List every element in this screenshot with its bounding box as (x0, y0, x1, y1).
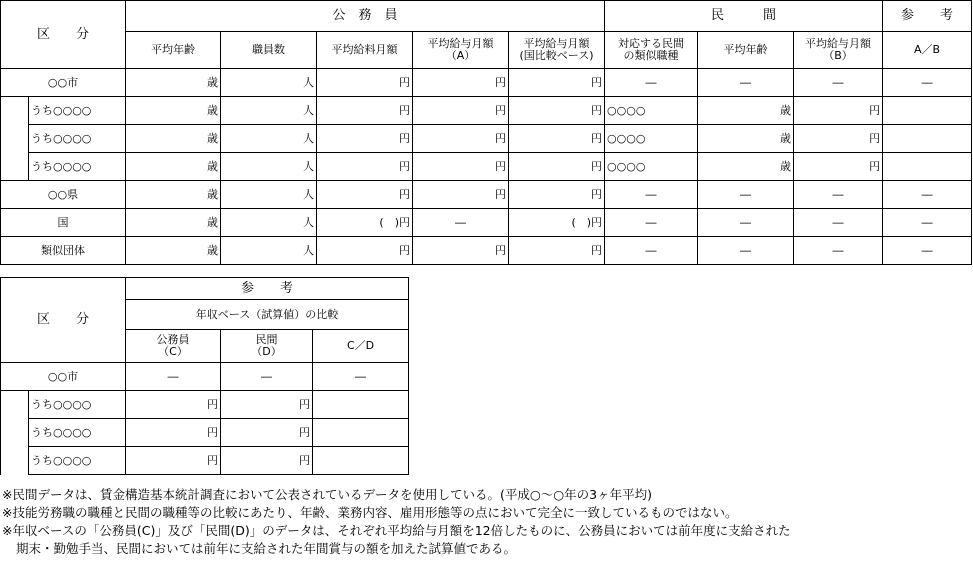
t1-col-header: 対応する民間 の類似職種 (605, 32, 698, 69)
header-private-sector: 民 間 (605, 1, 883, 32)
table-row (1, 181, 972, 209)
table-row (1, 447, 409, 475)
table-cell: 円 (794, 153, 883, 181)
row-label: ○○市 (1, 363, 126, 391)
table-cell: ― (883, 209, 972, 237)
table-row (1, 125, 972, 153)
table-cell: 人 (221, 237, 317, 265)
table-cell (883, 97, 972, 125)
table-cell: 円 (413, 97, 509, 125)
t1-col-header: 平均給与月額 （A） (413, 32, 509, 69)
t2-header-kubun: 区 分 (1, 278, 126, 363)
table-cell: 円 (413, 69, 509, 97)
header-reference: 参 考 (883, 1, 972, 32)
table-cell: 円 (317, 237, 413, 265)
table-row (1, 237, 972, 265)
table-cell: ○○○○ (605, 125, 698, 153)
table-cell (313, 419, 409, 447)
table-cell: ― (126, 363, 221, 391)
table-row (1, 69, 972, 97)
table-cell: 歳 (698, 97, 794, 125)
table-cell (883, 153, 972, 181)
t1-col-header: 平均年齢 (126, 32, 221, 69)
table-cell: ( )円 (317, 209, 413, 237)
table-cell: 歳 (126, 237, 221, 265)
table-cell: ― (883, 237, 972, 265)
table-cell: 歳 (126, 97, 221, 125)
row-label: 類似団体 (1, 237, 126, 265)
table-row (1, 419, 409, 447)
table-cell: 円 (126, 447, 221, 475)
table-row (1, 363, 409, 391)
row-label: うち○○○○ (29, 125, 126, 153)
table-cell: 円 (509, 125, 605, 153)
table-cell: ― (605, 181, 698, 209)
row-label: 国 (1, 209, 126, 237)
footnote: ※民間データは、賃金構造基本統計調査において公表されているデータを使用している。(平成○～○年の3ヶ年平均) (2, 487, 652, 502)
table-cell: 歳 (698, 153, 794, 181)
table-cell: 人 (221, 209, 317, 237)
footnotes (2, 486, 970, 558)
row-label: うち○○○○ (29, 391, 126, 419)
table-cell: ― (698, 237, 794, 265)
table-row (1, 153, 972, 181)
row-label: うち○○○○ (29, 419, 126, 447)
table-cell: 円 (126, 419, 221, 447)
table-cell: 円 (413, 181, 509, 209)
table-cell: ― (698, 69, 794, 97)
table-cell: ― (698, 181, 794, 209)
footnote: ※技能労務職の職種と民間の職種等の比較にあたり、年齢、業務内容、雇用形態等の点において完全に一致しているものではない。 (2, 505, 738, 520)
table-cell: ○○○○ (605, 97, 698, 125)
indent-spacer (1, 97, 29, 181)
table-cell: 人 (221, 181, 317, 209)
t1-col-header: 平均給料月額 (317, 32, 413, 69)
footnote: ※年収ベースの「公務員(C)」及び「民間(D)」のデータは、それぞれ平均給与月額を12倍したものに、公務員においては前年度に支給された (2, 523, 791, 538)
table-cell: ― (605, 209, 698, 237)
table-cell: 円 (509, 237, 605, 265)
row-label: うち○○○○ (29, 447, 126, 475)
table-cell: 人 (221, 125, 317, 153)
t1-col-header: 平均給与月額 （B） (794, 32, 883, 69)
table-cell: 円 (509, 69, 605, 97)
table-cell: 円 (794, 125, 883, 153)
table-cell: 円 (509, 181, 605, 209)
table-cell (313, 391, 409, 419)
table-cell: ― (221, 363, 313, 391)
row-label: ○○市 (1, 69, 126, 97)
table-cell: 円 (317, 69, 413, 97)
table-cell: 円 (509, 153, 605, 181)
t2-col-header: 民間 （D） (221, 330, 313, 363)
row-label: ○○県 (1, 181, 126, 209)
table-cell: 歳 (126, 153, 221, 181)
table-cell: ― (794, 69, 883, 97)
table-cell: 円 (221, 419, 313, 447)
table-row (1, 97, 972, 125)
table-cell: 円 (221, 391, 313, 419)
table-cell: ― (883, 69, 972, 97)
header-public-servants: 公 務 員 (126, 1, 605, 32)
row-label: うち○○○○ (29, 153, 126, 181)
table-cell: ― (605, 69, 698, 97)
indent-spacer (1, 391, 29, 475)
table-row (1, 391, 409, 419)
table-cell: 円 (413, 125, 509, 153)
table-cell: 円 (317, 153, 413, 181)
table-cell: 円 (413, 153, 509, 181)
table-cell: ― (794, 209, 883, 237)
table-cell: ― (605, 237, 698, 265)
table-cell: 人 (221, 69, 317, 97)
t2-header-reference: 参 考 (126, 278, 409, 300)
header-kubun: 区 分 (1, 1, 126, 69)
table-cell: ― (794, 181, 883, 209)
table-cell: ― (883, 181, 972, 209)
row-label: うち○○○○ (29, 97, 126, 125)
t2-col-header: C／D (313, 330, 409, 363)
annual-income-comparison-table (0, 277, 409, 475)
table-cell: 円 (317, 97, 413, 125)
table-cell: 歳 (698, 125, 794, 153)
table-cell: ○○○○ (605, 153, 698, 181)
table-cell: 歳 (126, 69, 221, 97)
table-cell (313, 447, 409, 475)
table-cell: 歳 (126, 125, 221, 153)
table-row (1, 209, 972, 237)
table-cell: 円 (317, 125, 413, 153)
t1-col-header: 職員数 (221, 32, 317, 69)
table-cell: 円 (317, 181, 413, 209)
table-cell: 歳 (126, 181, 221, 209)
table-cell: 円 (509, 97, 605, 125)
table-cell: 円 (794, 97, 883, 125)
t1-col-header: A／B (883, 32, 972, 69)
table-cell: 円 (221, 447, 313, 475)
table-cell (883, 125, 972, 153)
table-cell: ― (413, 209, 509, 237)
t2-header-annual-income: 年収ベース（試算値）の比較 (126, 300, 409, 330)
t1-col-header: 平均年齢 (698, 32, 794, 69)
table-cell: 歳 (126, 209, 221, 237)
table-cell: 人 (221, 153, 317, 181)
table-cell: ( )円 (509, 209, 605, 237)
table-cell: ― (698, 209, 794, 237)
t2-col-header: 公務員 （C） (126, 330, 221, 363)
footnote: 期末・勤勉手当、民間においては前年に支給された年間賞与の額を加えた試算値である。 (16, 541, 517, 556)
table-cell: 円 (126, 391, 221, 419)
table-cell: ― (794, 237, 883, 265)
table-cell: 人 (221, 97, 317, 125)
table-cell: ― (313, 363, 409, 391)
salary-comparison-table (0, 0, 972, 265)
t1-col-header: 平均給与月額 (国比較ベース) (509, 32, 605, 69)
table-cell: 円 (413, 237, 509, 265)
